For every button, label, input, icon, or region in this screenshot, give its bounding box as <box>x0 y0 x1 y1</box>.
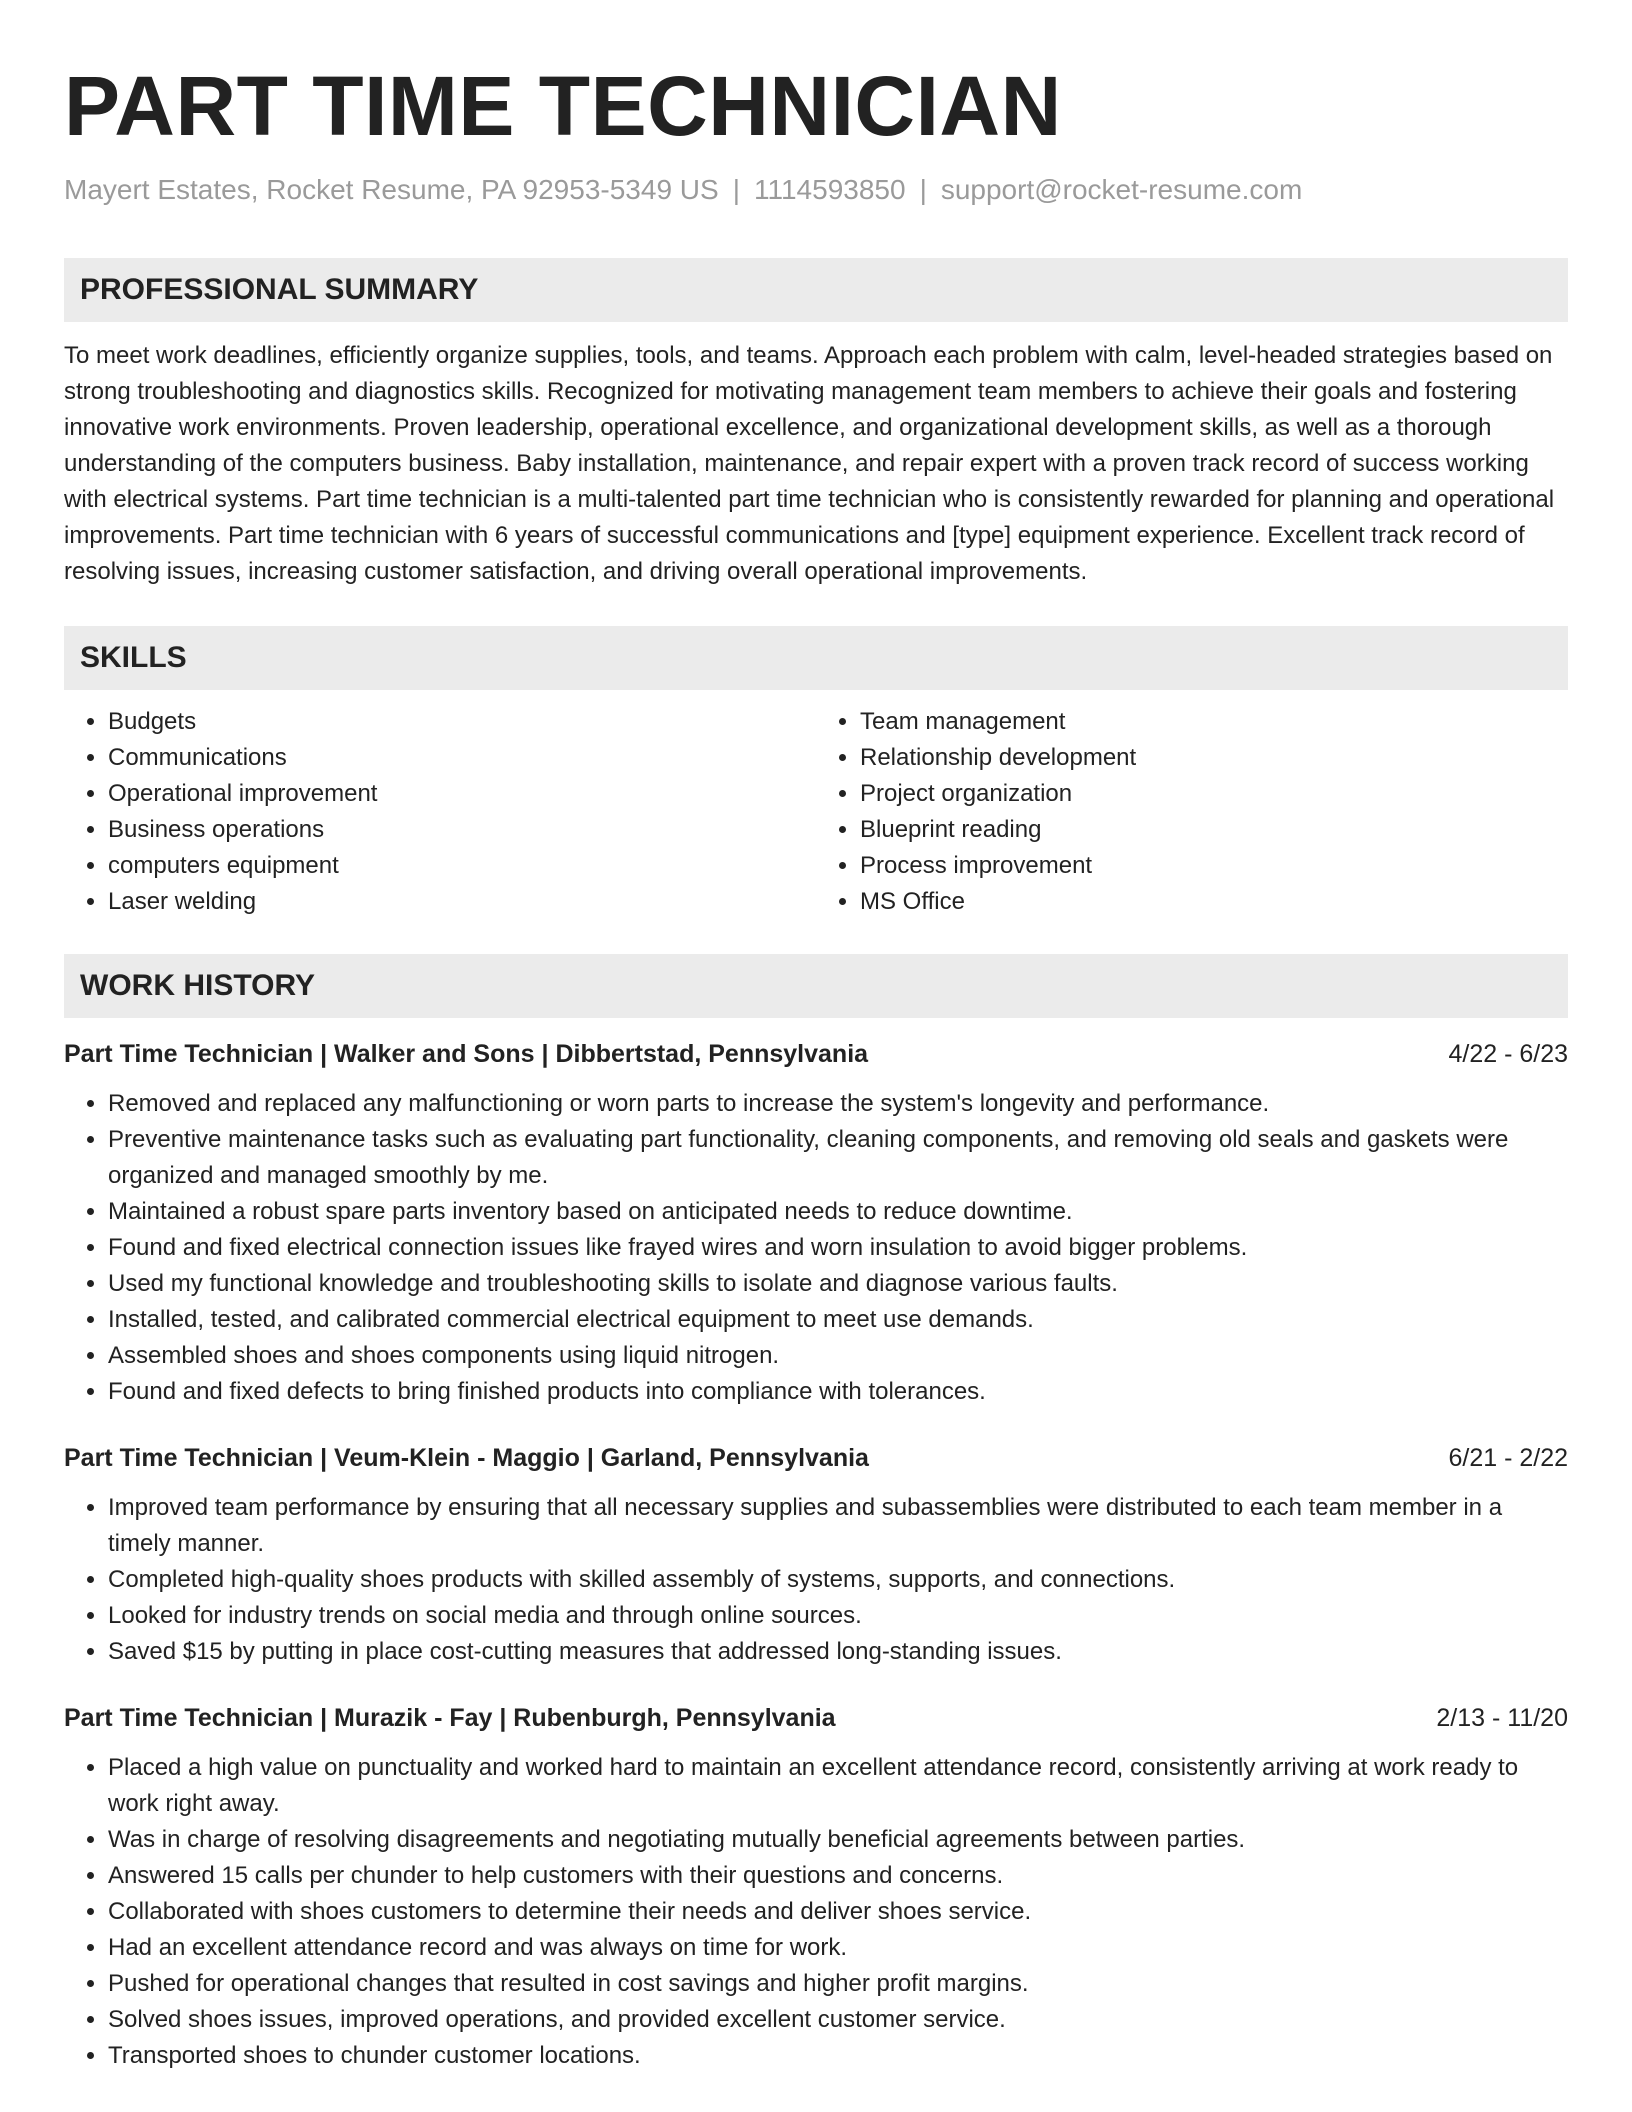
job-bullet: • Saved $15 by putting in place cost-cutting measures that addressed long-standing issues. <box>108 1634 1568 1670</box>
skill-item: • Team management <box>860 704 1568 740</box>
skill-item: • Laser welding <box>108 884 816 920</box>
job-bullet: • Placed a high value on punctuality and worked hard to maintain an excellent attendance record, consistently arriving at work ready to work right away. <box>108 1750 1568 1822</box>
contact-address: Mayert Estates, Rocket Resume, PA 92953-5349 US <box>64 174 719 205</box>
job-dates: 4/22 - 6/23 <box>1448 1040 1568 1068</box>
contact-line <box>64 172 1568 208</box>
section-heading-work-history: WORK HISTORY <box>64 954 1568 1018</box>
candidate-name: PART TIME TECHNICIAN <box>64 59 1062 153</box>
skills-column-left <box>64 704 816 920</box>
section-heading-skills: SKILLS <box>64 626 1568 690</box>
job-bullet: • Installed, tested, and calibrated commercial electrical equipment to meet use demands. <box>108 1302 1568 1338</box>
skill-item: • Business operations <box>108 812 816 848</box>
summary-text: To meet work deadlines, efficiently organize supplies, tools, and teams. Approach each problem with calm, level-headed strategies based on strong troubleshooting and diagnostics skills. Recognized for motivating management team members to achieve their goals and fostering innovative work environments. Proven leadership, operational excellence, and organizational development skills, as well as a thorough understanding of the computers business. Baby installation, maintenance, and repair expert with a proven track record of success working with electrical systems. Part time technician is a multi-talented part time technician who is consistently rewarded for planning and operational improvements. Part time technician with 6 years of successful communications and [type] equipment experience. Excellent track record of resolving issues, increasing customer satisfaction, and driving overall operational improvements. <box>64 342 1555 585</box>
job-title: Part Time Technician | Murazik - Fay | Rubenburgh, Pennsylvania <box>64 1704 836 1732</box>
job-dates: 6/21 - 2/22 <box>1448 1444 1568 1472</box>
job-bullets <box>64 1490 1568 1670</box>
job-header <box>64 1440 1568 1476</box>
skill-item: • Project organization <box>860 776 1568 812</box>
skills-grid <box>64 704 1568 920</box>
job-bullet: • Pushed for operational changes that resulted in cost savings and higher profit margins. <box>108 1966 1568 2002</box>
work-history-list <box>64 1036 1568 2074</box>
job-header <box>64 1700 1568 1736</box>
job-bullet: • Had an excellent attendance record and was always on time for work. <box>108 1930 1568 1966</box>
job-bullets <box>64 1750 1568 2074</box>
job-entry <box>64 1440 1568 1670</box>
skill-item: • Operational improvement <box>108 776 816 812</box>
section-heading-summary: PROFESSIONAL SUMMARY <box>64 258 1568 322</box>
job-bullet: • Used my functional knowledge and troubleshooting skills to isolate and diagnose various faults. <box>108 1266 1568 1302</box>
job-bullet: • Maintained a robust spare parts inventory based on anticipated needs to reduce downtime. <box>108 1194 1568 1230</box>
job-bullet: • Removed and replaced any malfunctioning or worn parts to increase the system's longevity and performance. <box>108 1086 1568 1122</box>
skill-item: • MS Office <box>860 884 1568 920</box>
job-bullets <box>64 1086 1568 1410</box>
contact-email: support@rocket-resume.com <box>940 174 1303 205</box>
contact-separator: | <box>919 174 927 205</box>
job-bullet: • Transported shoes to chunder customer locations. <box>108 2038 1568 2074</box>
job-dates: 2/13 - 11/20 <box>1436 1704 1568 1732</box>
skill-item: • Communications <box>108 740 816 776</box>
job-bullet: • Found and fixed electrical connection issues like frayed wires and worn insulation to avoid bigger problems. <box>108 1230 1568 1266</box>
skill-item: • computers equipment <box>108 848 816 884</box>
job-bullet: • Answered 15 calls per chunder to help customers with their questions and concerns. <box>108 1858 1568 1894</box>
job-title: Part Time Technician | Veum-Klein - Maggio | Garland, Pennsylvania <box>64 1444 869 1472</box>
skill-item: • Process improvement <box>860 848 1568 884</box>
job-bullet: • Preventive maintenance tasks such as evaluating part functionality, cleaning components, and removing old seals and gaskets were organized and managed smoothly by me. <box>108 1122 1568 1194</box>
skills-column-right <box>816 704 1568 920</box>
job-bullet: • Collaborated with shoes customers to determine their needs and deliver shoes service. <box>108 1894 1568 1930</box>
skill-item: • Budgets <box>108 704 816 740</box>
job-bullet: • Solved shoes issues, improved operations, and provided excellent customer service. <box>108 2002 1568 2038</box>
job-bullet: • Was in charge of resolving disagreements and negotiating mutually beneficial agreements between parties. <box>108 1822 1568 1858</box>
job-bullet: • Found and fixed defects to bring finished products into compliance with tolerances. <box>108 1374 1568 1410</box>
job-bullet: • Completed high-quality shoes products with skilled assembly of systems, supports, and connections. <box>108 1562 1568 1598</box>
job-header <box>64 1036 1568 1072</box>
skill-item: • Blueprint reading <box>860 812 1568 848</box>
job-bullet: • Assembled shoes and shoes components using liquid nitrogen. <box>108 1338 1568 1374</box>
contact-phone: 1114593850 <box>753 174 906 205</box>
job-entry <box>64 1700 1568 2074</box>
job-bullet: • Improved team performance by ensuring that all necessary supplies and subassemblies were distributed to each team member in a timely manner. <box>108 1490 1568 1562</box>
job-entry <box>64 1036 1568 1410</box>
job-title: Part Time Technician | Walker and Sons | Dibbertstad, Pennsylvania <box>64 1040 869 1068</box>
skill-item: • Relationship development <box>860 740 1568 776</box>
job-bullet: • Looked for industry trends on social media and through online sources. <box>108 1598 1568 1634</box>
contact-separator: | <box>732 174 740 205</box>
